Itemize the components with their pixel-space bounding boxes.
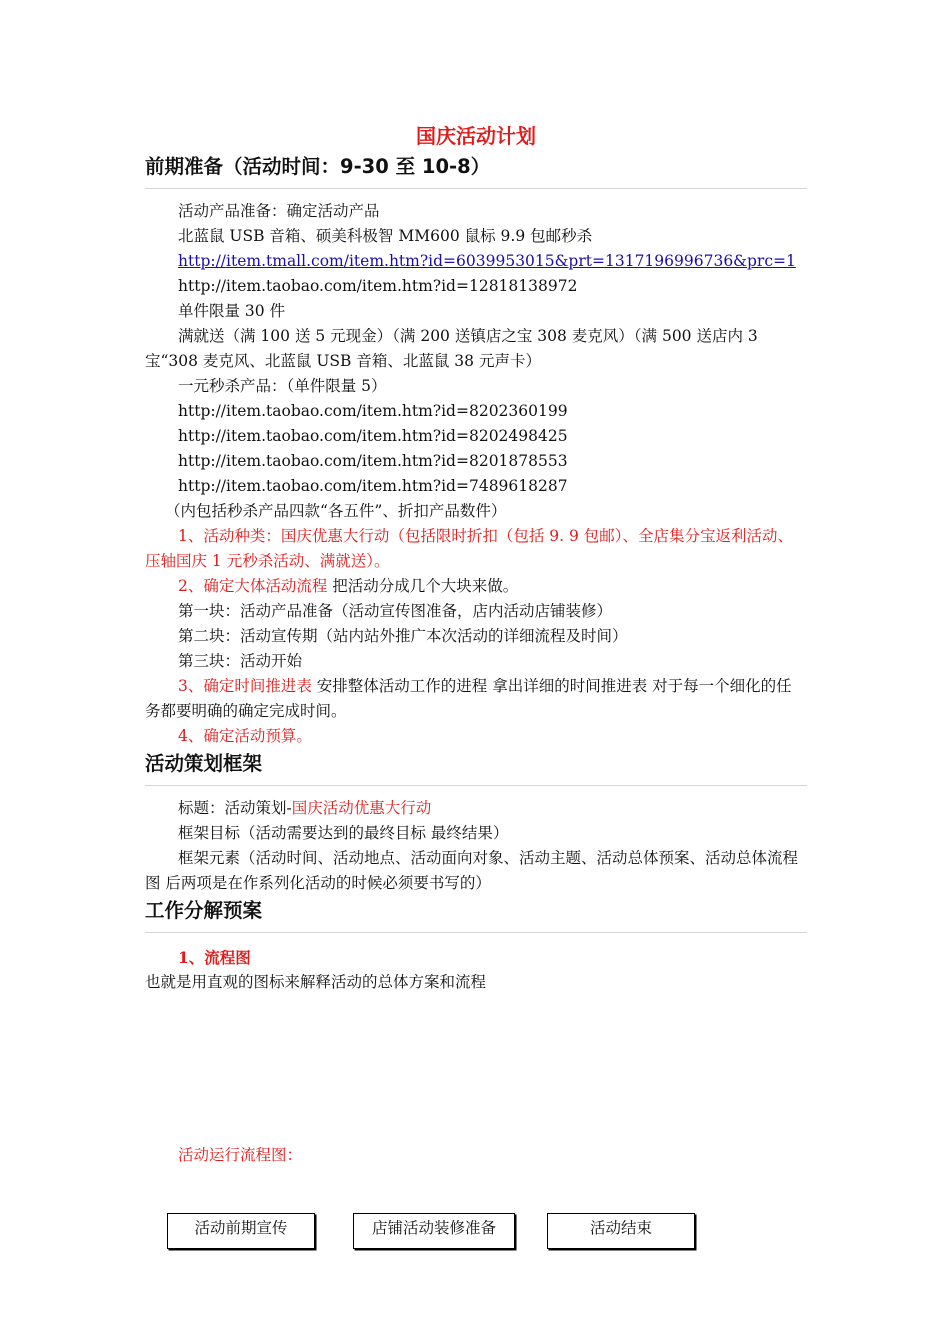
tmall-link[interactable]: http://item.tmall.com/item.htm?id=6039953015&prt=1317196996736&prc=1 <box>178 252 796 270</box>
step4-line: 4、确定活动预算。 <box>178 727 312 745</box>
url-line: http://item.taobao.com/item.htm?id=7489618287 <box>178 477 568 495</box>
framework-elements: 框架元素（活动时间、活动地点、活动面向对象、活动主题、活动总体预案、活动总体流程图 后两项是在作系列化活动的时候必须要书写的） <box>145 849 799 892</box>
flow-box-pre-promotion: 活动前期宣传 <box>167 1213 315 1249</box>
section-heading-preparation: 前期准备（活动时间：9-30 至 10-8） <box>145 152 807 189</box>
step2-label: 2、确定大体活动流程 <box>178 577 328 595</box>
text-line: （内包括秒杀产品四款“各五件”、折扣产品数件） <box>165 502 507 520</box>
section-framework <box>145 749 807 896</box>
section-heading-framework: 活动策划框架 <box>145 749 807 786</box>
url-line: http://item.taobao.com/item.htm?id=12818138972 <box>178 277 578 295</box>
block-line: 第三块：活动开始 <box>178 652 303 670</box>
flowchart-description: 也就是用直观的图标来解释活动的总体方案和流程 <box>145 973 487 991</box>
step2-line <box>145 574 807 599</box>
framework-title-red: 国庆活动优惠大行动 <box>291 799 432 817</box>
flow-box-store-decoration: 店铺活动装修准备 <box>353 1213 515 1249</box>
step2-text: 把活动分成几个大块来做。 <box>327 577 519 595</box>
framework-title-line <box>145 796 807 821</box>
block-line: 第二块：活动宣传期（站内站外推广本次活动的详细流程及时间） <box>178 627 628 645</box>
flow-label: 活动运行流程图： <box>178 1146 303 1164</box>
flowchart-item: 1、流程图 <box>178 948 251 967</box>
block-line: 第一块：活动产品准备（活动宣传图准备，店内活动店铺装修） <box>178 602 613 620</box>
text-line: 单件限量 30 件 <box>178 302 286 320</box>
step3-label: 3、确定时间推进表 <box>178 677 312 695</box>
flow-box-activity-end: 活动结束 <box>547 1213 695 1249</box>
framework-title-prefix: 标题：活动策划- <box>178 799 292 817</box>
text-line: 活动产品准备：确定活动产品 <box>178 202 380 220</box>
framework-goal: 框架目标（活动需要达到的最终目标 最终结果） <box>178 824 509 842</box>
flowchart <box>145 1213 807 1273</box>
step3-text: 安排整体活动工作的进程 拿出详细的时间推进表 对于每一个细化的任务都要明确的确定完成时间。 <box>145 677 792 720</box>
text-line: 北蓝鼠 USB 音箱、硕美科极智 MM600 鼠标 9.9 包邮秒杀 <box>178 227 593 245</box>
step3-paragraph <box>145 674 807 724</box>
section-preparation <box>145 152 807 749</box>
document-page <box>145 120 807 1273</box>
url-line: http://item.taobao.com/item.htm?id=8202498425 <box>178 427 568 445</box>
section-breakdown <box>145 896 807 1273</box>
document-title: 国庆活动计划 <box>416 124 536 148</box>
section-heading-breakdown: 工作分解预案 <box>145 896 807 933</box>
url-line: http://item.taobao.com/item.htm?id=8201878553 <box>178 452 568 470</box>
url-line: http://item.taobao.com/item.htm?id=8202360199 <box>178 402 568 420</box>
text-paragraph: 满就送（满 100 送 5 元现金）（满 200 送镇店之宝 308 麦克风）（满 500 送店内 3 宝“308 麦克风、北蓝鼠 USB 音箱、北蓝鼠 38 元声卡） <box>145 327 758 370</box>
tmall-link-line <box>145 249 807 274</box>
text-line: 一元秒杀产品：（单件限量 5） <box>178 377 387 395</box>
activity-types-paragraph: 1、活动种类：国庆优惠大行动（包括限时折扣（包括 9. 9 包邮）、全店集分宝返利活动、压轴国庆 1 元秒杀活动、满就送）。 <box>145 527 794 570</box>
